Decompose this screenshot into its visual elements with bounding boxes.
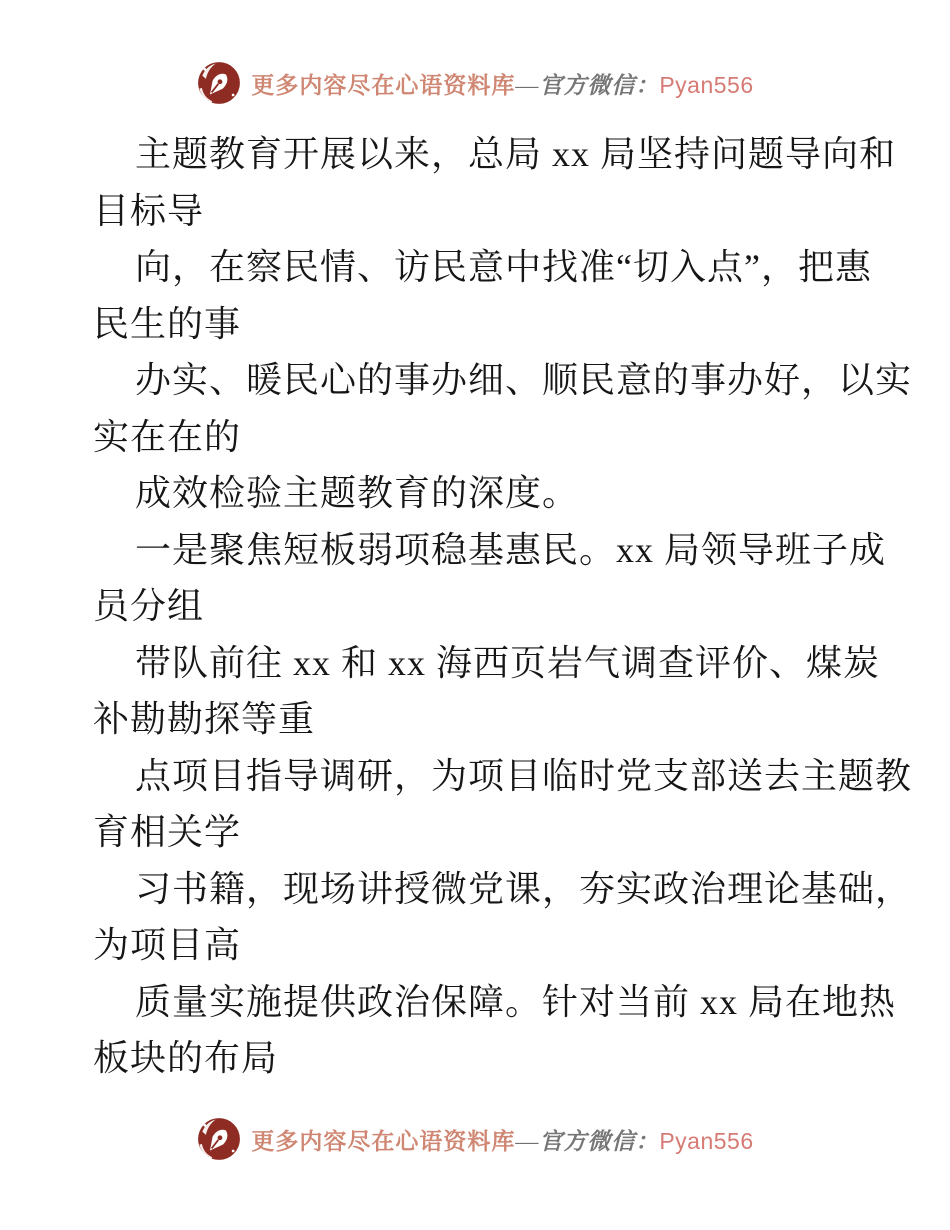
text-line: 补勘勘探等重 — [93, 699, 316, 739]
text-line: 一是聚焦短板弱项稳基惠民。xx 局领导班子成 — [135, 529, 887, 570]
text-line: 实在在的 — [93, 416, 242, 457]
header-watermark — [0, 60, 950, 106]
banner-wechat-id: Pyan556 — [659, 71, 754, 98]
footer-watermark — [0, 1116, 950, 1162]
text-line: 成效检验主题教育的深度。 — [135, 473, 580, 513]
pen-nib-logo-icon — [196, 1116, 242, 1162]
banner-site-text: 更多内容尽在心语资料库 — [251, 72, 516, 98]
text-line: 习书籍，现场讲授微党课，夯实政治理论基础， — [135, 868, 913, 909]
text-line: 员分组 — [93, 586, 205, 626]
text-line: 向，在察民情、访民意中找准“切入点”，把惠 — [135, 247, 872, 287]
banner-wechat-id: Pyan556 — [659, 1127, 754, 1154]
text-line: 板块的布局 — [93, 1038, 279, 1078]
text-line: 质量实施提供政治保障。针对当前 xx 局在地热 — [135, 981, 897, 1022]
text-line: 办实、暖民心的事办细、顺民意的事办好，以实 — [135, 360, 913, 400]
banner-site-text: 更多内容尽在心语资料库 — [251, 1128, 516, 1154]
text-line: 育相关学 — [93, 812, 242, 852]
text-line: 主题教育开展以来，总局 xx 局坚持问题导向和 — [135, 134, 897, 174]
banner-dash: — — [515, 1128, 540, 1154]
text-line: 点项目指导调研，为项目临时党支部送去主题教 — [135, 755, 913, 796]
banner-wechat-label: 官方微信： — [539, 1128, 660, 1154]
pen-nib-logo-icon — [196, 60, 242, 106]
banner-dash: — — [515, 72, 540, 98]
text-line: 目标导 — [93, 190, 205, 231]
banner-wechat-label: 官方微信： — [539, 72, 660, 98]
text-line: 为项目高 — [93, 925, 242, 965]
text-line: 民生的事 — [93, 303, 242, 344]
text-line: 带队前往 xx 和 xx 海西页岩气调查评价、煤炭 — [135, 642, 881, 683]
document-text-body — [93, 126, 913, 1087]
